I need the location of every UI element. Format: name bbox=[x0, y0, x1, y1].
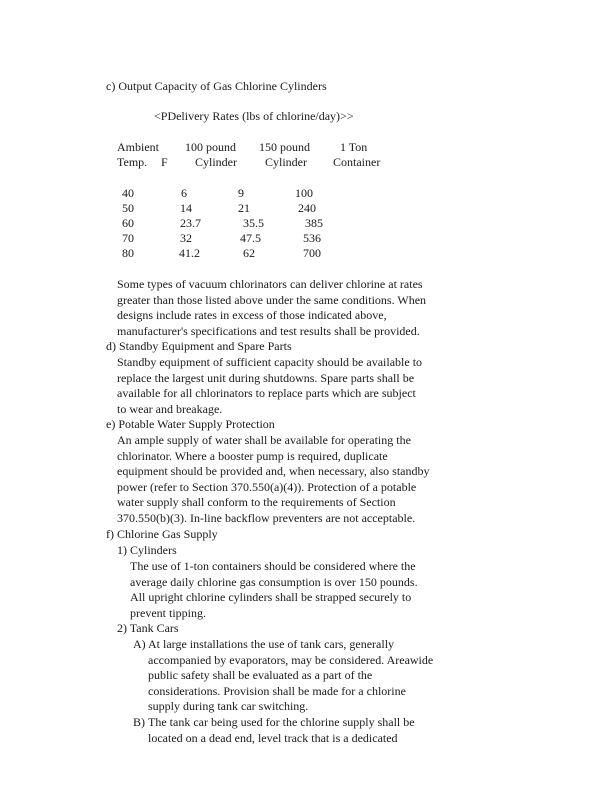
section-f-item2-b-body: The tank car being used for the chlorine supply shall be located on a dead end, level track that is a dedicated bbox=[148, 715, 415, 745]
table-cell: 23.7 bbox=[180, 216, 201, 230]
table-cell: 70 bbox=[122, 231, 134, 245]
table-cell: 14 bbox=[180, 201, 192, 215]
table-cell: 9 bbox=[238, 186, 244, 200]
header-ambient: Ambient bbox=[117, 140, 159, 154]
section-c-heading: c) Output Capacity of Gas Chlorine Cylinders bbox=[106, 79, 327, 93]
section-f-item1-body: The use of 1-ton containers should be considered where the average daily chlorine gas consumption is over 150 pounds. All upright chlorine cylinders shall be strapped securely to prevent tipping. bbox=[130, 559, 418, 620]
header-150-cylinder: Cylinder bbox=[265, 155, 307, 169]
section-d-body: Standby equipment of sufficient capacity should be available to replace the largest unit during shutdowns. Spare parts shall be available for all chlorinators to replace parts which are subject to wear and breakage. bbox=[117, 355, 423, 416]
table-cell: 21 bbox=[238, 201, 250, 215]
table-cell: 40 bbox=[122, 186, 134, 200]
header-f: F bbox=[161, 155, 168, 169]
table-cell: 6 bbox=[181, 186, 187, 200]
section-e-heading: e) Potable Water Supply Protection bbox=[106, 417, 275, 431]
section-f-item1-heading: 1) Cylinders bbox=[117, 543, 177, 557]
header-150-pound: 150 pound bbox=[259, 140, 310, 154]
table-title: <PDelivery Rates (lbs of chlorine/day)>> bbox=[154, 109, 354, 123]
header-100-cylinder: Cylinder bbox=[195, 155, 237, 169]
header-100-pound: 100 pound bbox=[185, 140, 236, 154]
table-cell: 100 bbox=[295, 186, 313, 200]
section-e-body: An ample supply of water shall be available for operating the chlorinator. Where a booster pump is required, duplicate equipment should be provided and, when necessary, also standby power (refer to Section 370.550(a)(4)). Protection of a potable water supply shall conform to the requirements of Section 370.550(b)(3). In-line backflow preventers are not acceptable. bbox=[117, 433, 430, 525]
table-cell: 240 bbox=[298, 201, 316, 215]
header-1-ton: 1 Ton bbox=[340, 140, 368, 154]
header-temp: Temp. bbox=[117, 155, 148, 169]
table-cell: 50 bbox=[122, 201, 134, 215]
table-cell: 47.5 bbox=[240, 231, 261, 245]
section-f-item2-b-label: B) bbox=[133, 715, 145, 729]
section-f-item2-heading: 2) Tank Cars bbox=[117, 621, 179, 635]
table-cell: 385 bbox=[305, 216, 323, 230]
header-container: Container bbox=[333, 155, 381, 169]
table-cell: 60 bbox=[122, 216, 134, 230]
table-cell: 35.5 bbox=[243, 216, 264, 230]
section-d-heading: d) Standby Equipment and Spare Parts bbox=[106, 339, 292, 353]
table-cell: 32 bbox=[180, 231, 192, 245]
table-cell: 41.2 bbox=[179, 246, 200, 260]
section-c-note: Some types of vacuum chlorinators can deliver chlorine at rates greater than those listed above under the same conditions. When designs include rates in excess of those indicated above, manufacturer's specifications and test results shall be provided. bbox=[117, 277, 427, 338]
table-cell: 80 bbox=[122, 246, 134, 260]
section-f-item2-a-label: A) bbox=[133, 637, 146, 651]
table-cell: 62 bbox=[243, 246, 255, 260]
section-f-item2-a-body: At large installations the use of tank cars, generally accompanied by evaporators, may be considered. Areawide public safety shall be evaluated as a part of the considerations. Provision shall be made for a chlorine supply during tank car switching. bbox=[148, 637, 434, 714]
section-f-heading: f) Chlorine Gas Supply bbox=[106, 527, 218, 541]
table-cell: 536 bbox=[303, 231, 321, 245]
table-cell: 700 bbox=[303, 246, 321, 260]
